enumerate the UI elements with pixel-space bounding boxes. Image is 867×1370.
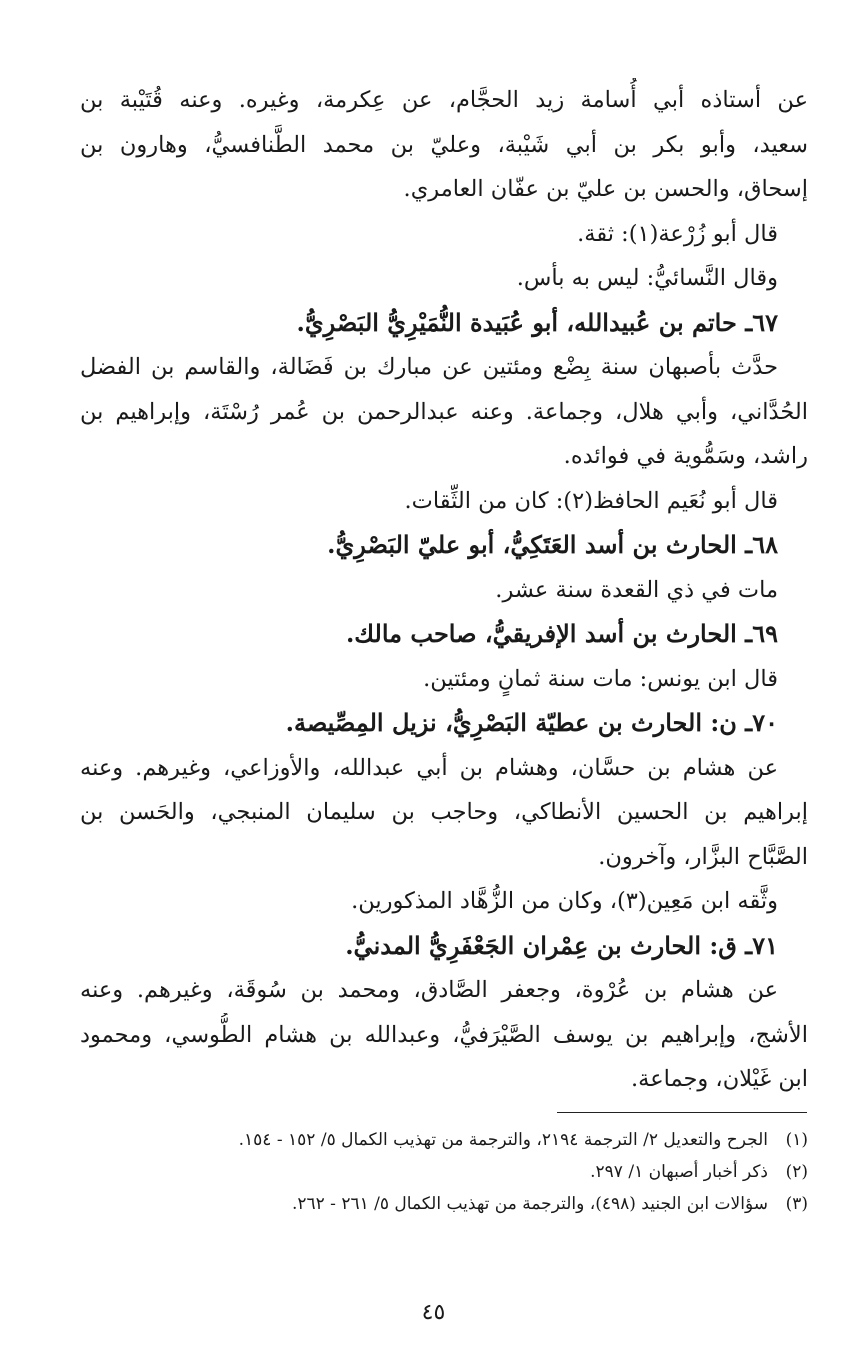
body-line: عن هشام بن حسَّان، وهشام بن أبي عبدالله، والأوزاعي، وغيرهم. وعنه bbox=[80, 754, 778, 781]
footnote-text: ذكر أخبار أصبهان ١/ ٢٩٧. bbox=[590, 1162, 768, 1182]
body-line: الأشج، وإبراهيم بن يوسف الصَّيْرَفيُّ، وعبدالله بن هشام الطُّوسي، ومحمود bbox=[80, 1021, 808, 1048]
body-line: إبراهيم بن الحسين الأنطاكي، وحاجب بن سليمان المنبجي، والحَسن بن bbox=[80, 799, 808, 825]
footnote bbox=[80, 1124, 808, 1156]
footnote-number: ( ٣ ) bbox=[768, 1188, 808, 1220]
page-number: ٤٥ bbox=[421, 1300, 446, 1325]
entry-heading-70: ٧٠ـ ن: الحارث بن عطيّة البَصْرِيُّ، نزيل المِصِّيصة. bbox=[285, 708, 778, 737]
body-line: مات في ذي القعدة سنة عشر. bbox=[495, 576, 778, 603]
body-line: سعيد، وأبو بكر بن أبي شَيْبة، وعليّ بن محمد الطَّنافسيُّ، وهارون بن bbox=[80, 131, 808, 158]
body-line: قال أبو زُرْعة(١): ثقة. bbox=[577, 220, 778, 247]
footnote-number: ( ١ ) bbox=[768, 1124, 808, 1156]
body-line: قال أبو نُعَيم الحافظ(٢): كان من الثِّقات. bbox=[404, 487, 778, 514]
body-line: وثَّقه ابن مَعِين(٣)، وكان من الزُّهَّاد المذكورين. bbox=[351, 888, 778, 914]
body-line: إسحاق، والحسن بن عليّ بن عفّان العامري. bbox=[403, 176, 808, 202]
body-line: عن أستاذه أبي أُسامة زيد الحجَّام، عن عِكرمة، وغيره. وعنه قُتَيْبة بن bbox=[80, 87, 808, 113]
main-text bbox=[80, 78, 808, 1102]
body-line: حدَّث بأصبهان سنة بِضْع ومئتين عن مبارك بن فَضَالة، والقاسم بن الفضل bbox=[80, 354, 778, 380]
body-line: الصَّبَّاح البزَّار، وآخرون. bbox=[598, 843, 808, 870]
entry-heading-67: ٦٧ـ حاتم بن عُبيدالله، أبو عُبَيدة النُّمَيْرِيُّ البَصْرِيُّ. bbox=[296, 307, 778, 337]
entry-heading-69: ٦٩ـ الحارث بن أسد الإفريقيُّ، صاحب مالك. bbox=[345, 619, 778, 648]
entry-heading-71: ٧١ـ ق: الحارث بن عِمْران الجَعْفَرِيُّ المدنيُّ. bbox=[345, 930, 778, 960]
footnote-text: سؤالات ابن الجنيد (٤٩٨)، والترجمة من تهذيب الكمال ٥/ ٢٦١ - ٢٦٢. bbox=[291, 1194, 768, 1214]
body-line: الحُدَّاني، وأبي هلال، وجماعة. وعنه عبدالرحمن بن عُمر رُسْتَة، وإبراهيم بن bbox=[80, 398, 808, 425]
body-line: قال ابن يونس: مات سنة ثمانٍ ومئتين. bbox=[423, 665, 778, 692]
footnote bbox=[80, 1156, 808, 1188]
footnote-separator bbox=[557, 1112, 807, 1113]
body-line: عن هشام بن عُرْوة، وجعفر الصَّادق، ومحمد بن سُوقَة، وغيرهم. وعنه bbox=[80, 977, 778, 1003]
body-line: وقال النَّسائيُّ: ليس به بأس. bbox=[516, 265, 778, 291]
body-line: راشد، وسَمُّوية في فوائده. bbox=[563, 443, 808, 469]
footnote-number: ( ٢ ) bbox=[768, 1156, 808, 1188]
footnotes bbox=[80, 1124, 808, 1220]
body-line: ابن غَيْلان، وجماعة. bbox=[631, 1066, 808, 1092]
footnote-text: الجرح والتعديل ٢/ الترجمة ٢١٩٤، والترجمة من تهذيب الكمال ٥/ ١٥٢ - ١٥٤. bbox=[238, 1130, 768, 1150]
entry-heading-68: ٦٨ـ الحارث بن أسد العَتَكِيُّ، أبو عليّ البَصْرِيُّ. bbox=[327, 530, 778, 559]
footnote bbox=[80, 1188, 808, 1220]
